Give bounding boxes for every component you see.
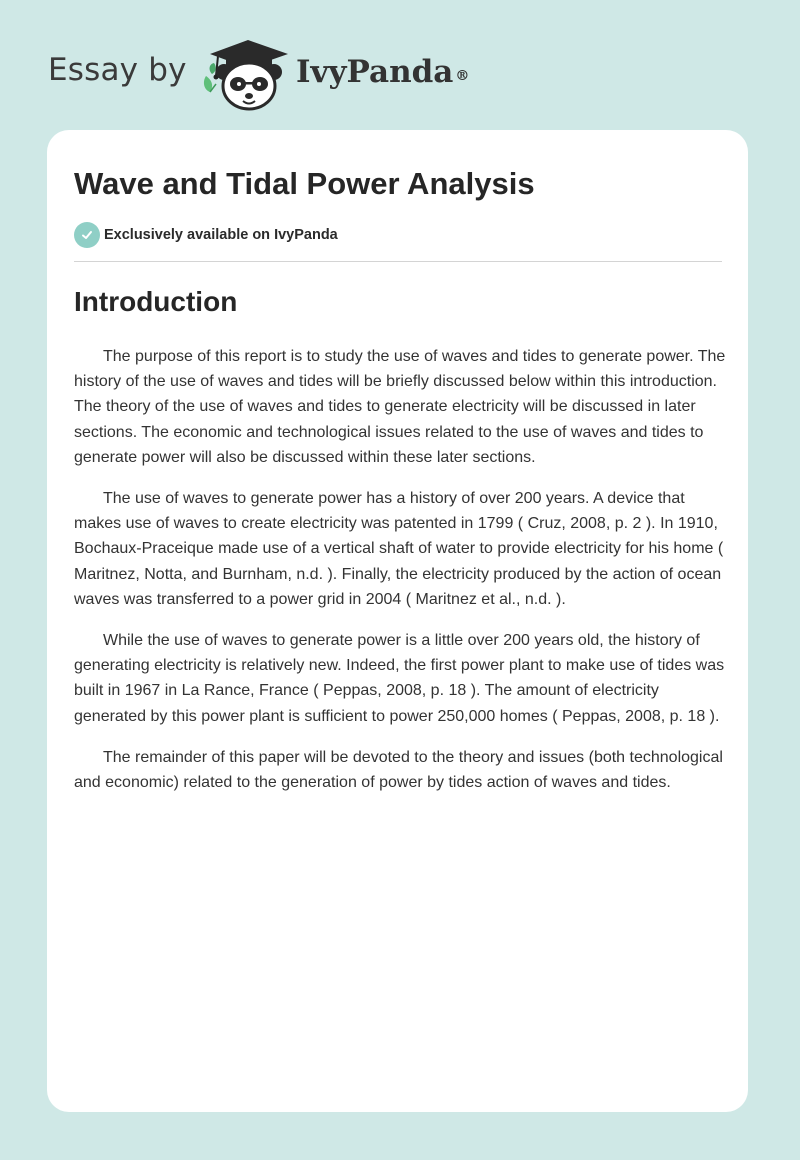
paragraph: The purpose of this report is to study the use of waves and tides to generate power. The history of the use of waves and tides will be briefly discussed below within this introduction. The theory of the use of waves and tides to generate electricity will be discussed in later sections. The economic and technological issues related to the use of waves and tides to generate power will also be discussed within these later sections. (74, 348, 726, 466)
essay-by-label: Essay by (48, 52, 187, 88)
section-heading-introduction: Introduction (74, 286, 238, 317)
check-icon (74, 222, 100, 248)
registered-mark: ® (455, 68, 470, 84)
exclusive-badge (74, 222, 338, 248)
essay-card (47, 130, 748, 1112)
panda-graduate-logo-icon[interactable] (200, 36, 292, 112)
paragraph: While the use of waves to generate power is a little over 200 years old, the history of generating electricity is relatively new. Indeed, the first power plant to make use of tides was built in 1967 in La Rance, France ( Peppas, 2008, p. 18 ). The amount of electricity generated by this power plant is sufficient to power 250,000 homes ( Peppas, 2008, p. 18 ). (74, 632, 725, 725)
essay-body (74, 344, 726, 811)
essay-title: Wave and Tidal Power Analysis (74, 166, 535, 201)
paragraph: The use of waves to generate power has a history of over 200 years. A device that makes use of waves to create electricity was patented in 1799 ( Cruz, 2008, p. 2 ). In 1910, Bochaux-Praceique made use of a vertical shaft of water to provide electricity for his home ( Maritnez, Notta, and Burnham, n.d. ). Finally, the electricity produced by the action of ocean waves was transferred to a power grid in 2004 ( Maritnez et al., n.d. ). (74, 490, 724, 608)
paragraph: The remainder of this paper will be devoted to the theory and issues (both technological and economic) related to the generation of power by tides action of waves and tides. (74, 748, 723, 792)
page-header (0, 0, 800, 120)
brand-name-text: IvyPanda (296, 54, 454, 90)
title-divider (74, 261, 722, 262)
exclusive-label: Exclusively available on IvyPanda (104, 227, 338, 243)
brand-name[interactable] (296, 52, 469, 92)
